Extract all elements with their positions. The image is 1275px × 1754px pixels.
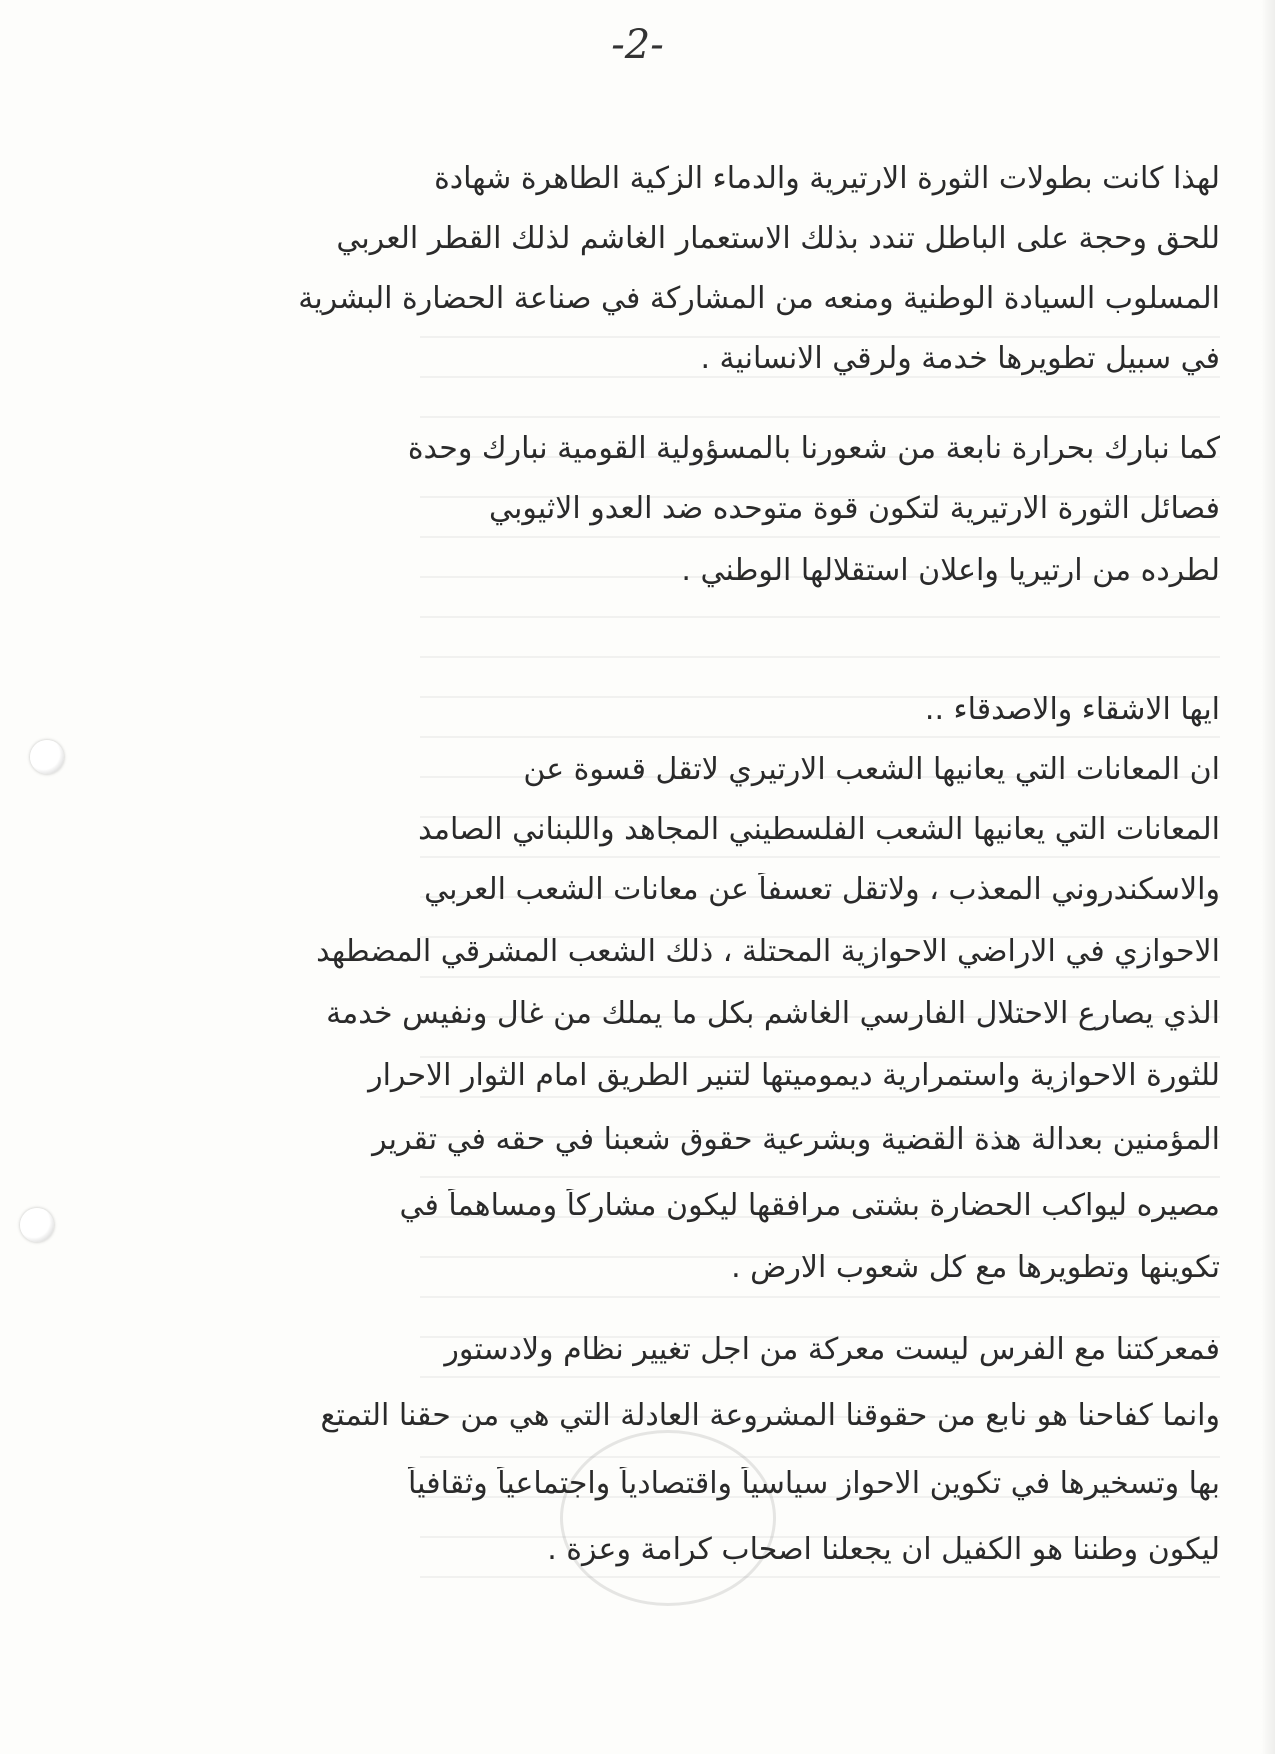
text-line: كما نبارك بحرارة نابعة من شعورنا بالمسؤولية القومية نبارك وحدة bbox=[407, 432, 1220, 466]
text-line: ايها الاشقاء والاصدقاء .. bbox=[924, 693, 1220, 727]
text-line: المؤمنين بعدالة هذة القضية وبشرعية حقوق شعبنا في حقه في تقرير bbox=[372, 1123, 1220, 1157]
text-line: لهذا كانت بطولات الثورة الارتيرية والدماء الزكية الطاهرة شهادة bbox=[434, 162, 1220, 196]
text-line: بها وتسخيرها في تكوين الاحواز سياسياً واقتصادياً واجتماعياً وثقافياً bbox=[408, 1467, 1220, 1501]
text-line: فمعركتنا مع الفرس ليست معركة من اجل تغيير نظام ولادستور bbox=[444, 1333, 1220, 1367]
text-line: الاحوازي في الاراضي الاحوازية المحتلة ، ذلك الشعب المشرقي المضطهد bbox=[316, 935, 1220, 969]
text-line: فصائل الثورة الارتيرية لتكون قوة متوحده ضد العدو الاثيوبي bbox=[489, 492, 1220, 526]
text-line: في سبيل تطويرها خدمة ولرقي الانسانية . bbox=[700, 342, 1220, 376]
punch-hole bbox=[30, 740, 64, 774]
text-line: المسلوب السيادة الوطنية ومنعه من المشاركة في صناعة الحضارة البشرية bbox=[298, 282, 1220, 316]
text-line: المعانات التي يعانيها الشعب الفلسطيني المجاهد واللبناني الصامد bbox=[418, 813, 1220, 847]
text-line: ليكون وطننا هو الكفيل ان يجعلنا اصحاب كرامة وعزة . bbox=[547, 1533, 1220, 1567]
text-line: تكوينها وتطويرها مع كل شعوب الارض . bbox=[731, 1251, 1220, 1285]
text-line: للحق وحجة على الباطل تندد بذلك الاستعمار الغاشم لذلك القطر العربي bbox=[336, 222, 1220, 256]
page-number: -2- bbox=[611, 22, 664, 68]
page-edge-shadow bbox=[1261, 0, 1275, 1754]
bleed-through-stamp bbox=[560, 1430, 776, 1606]
text-line: للثورة الاحوازية واستمرارية ديموميتها لتنير الطريق امام الثوار الاحرار bbox=[368, 1059, 1220, 1093]
text-line: لطرده من ارتيريا واعلان استقلالها الوطني . bbox=[681, 554, 1220, 588]
punch-hole bbox=[20, 1208, 54, 1242]
text-line: وانما كفاحنا هو نابع من حقوقنا المشروعة العادلة التي هي من حقنا التمتع bbox=[320, 1399, 1220, 1433]
text-line: مصيره ليواكب الحضارة بشتى مرافقها ليكون مشاركاً ومساهماً في bbox=[399, 1189, 1220, 1223]
text-line: والاسكندروني المعذب ، ولاتقل تعسفاً عن معانات الشعب العربي bbox=[424, 873, 1220, 907]
text-line: الذي يصارع الاحتلال الفارسي الغاشم بكل ما يملك من غال ونفيس خدمة bbox=[326, 997, 1220, 1031]
text-line: ان المعانات التي يعانيها الشعب الارتيري لاتقل قسوة عن bbox=[523, 753, 1220, 787]
